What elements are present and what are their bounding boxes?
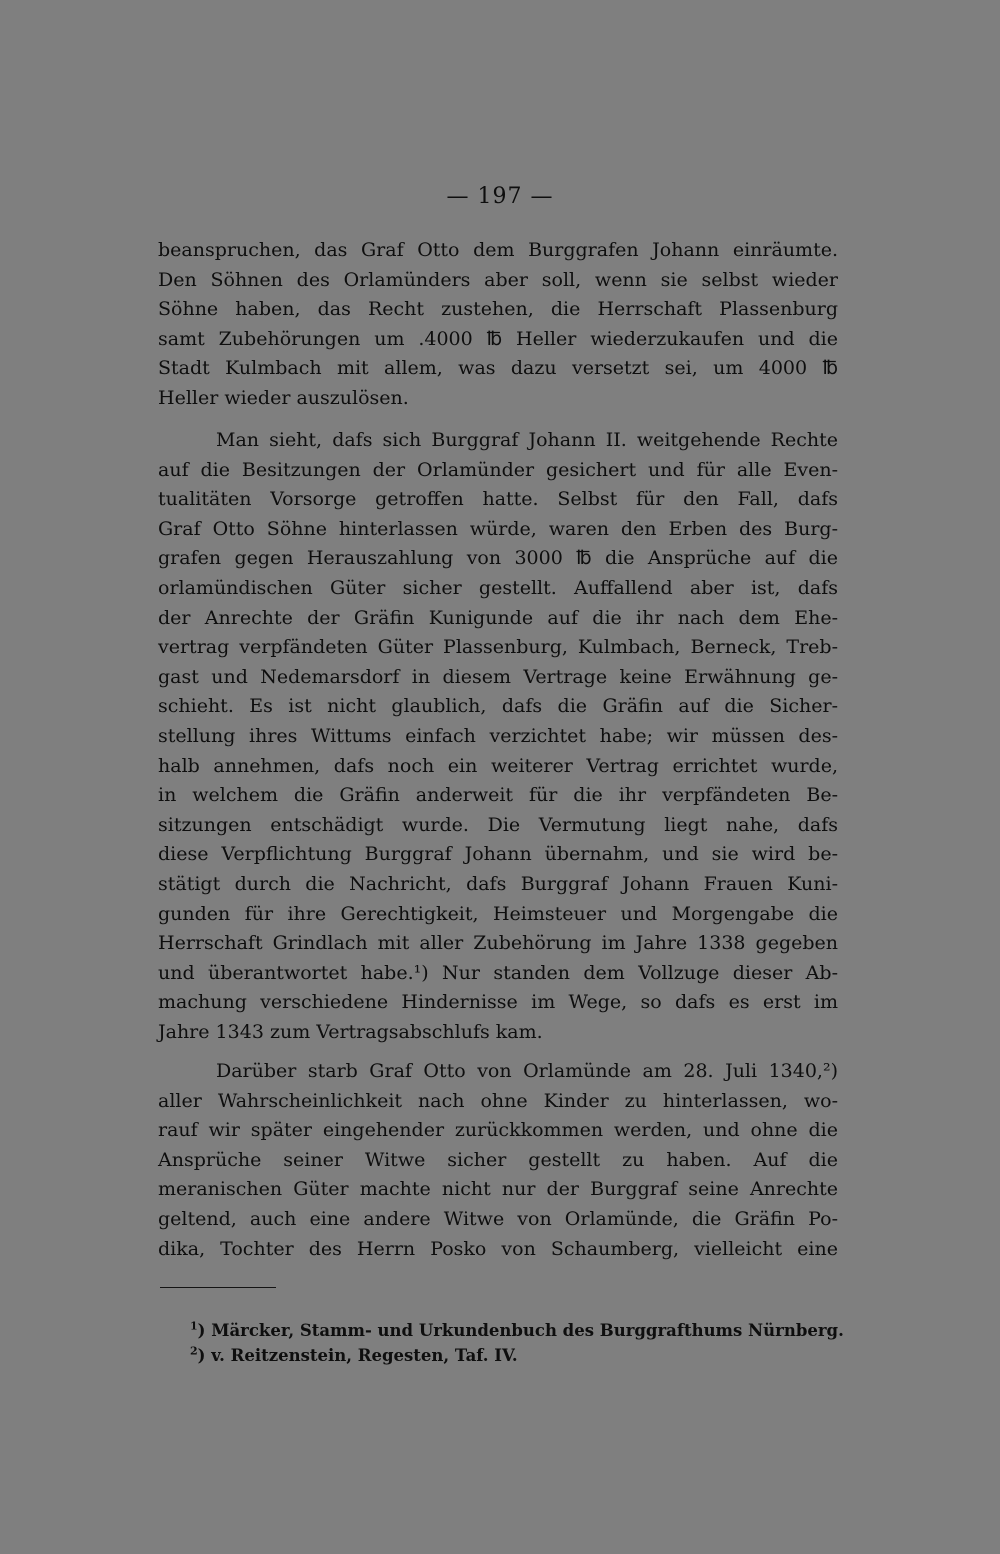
text-line: tualitäten Vorsorge getroffen hatte. Selbst für den Fall, dafs — [158, 488, 838, 511]
text-line: geltend, auch eine andere Witwe von Orlamünde, die Gräfin Po- — [158, 1207, 838, 1230]
footnote-text: ) Märcker, Stamm- und Urkundenbuch des Burggrafthums Nürnberg. — [197, 1321, 844, 1340]
text-line: Heller wieder auszulösen. — [158, 386, 409, 409]
text-line: diese Verpflichtung Burggraf Johann übernahm, und sie wird be- — [158, 843, 838, 866]
footnote-marker: 1 — [190, 1319, 198, 1333]
footnote-text: ) v. Reitzenstein, Regesten, Taf. IV. — [197, 1346, 518, 1365]
text-line: Jahre 1343 zum Vertragsabschlufs kam. — [158, 1020, 543, 1043]
text-line: Herrschaft Grindlach mit aller Zubehörung im Jahre 1338 gegeben — [158, 932, 838, 955]
text-line: grafen gegen Herauszahlung von 3000 ℔ die Ansprüche auf die — [158, 547, 838, 570]
text-line: der Anrechte der Gräfin Kunigunde auf die ihr nach dem Ehe- — [158, 606, 838, 629]
text-line: stätigt durch die Nachricht, dafs Burggraf Johann Frauen Kuni- — [158, 872, 838, 895]
text-line: Söhne haben, das Recht zustehen, die Herrschaft Plassenburg — [158, 298, 838, 321]
text-line: machung verschiedene Hindernisse im Wege, so dafs es erst im — [158, 991, 838, 1014]
paragraph-1 — [158, 236, 838, 414]
paragraph-3 — [158, 1057, 838, 1264]
footnote-marker: 2 — [190, 1344, 198, 1358]
footnotes — [190, 1318, 850, 1368]
text-line: Den Söhnen des Orlamünders aber soll, wenn sie selbst wieder — [158, 268, 838, 291]
text-line: aller Wahrscheinlichkeit nach ohne Kinder zu hinterlassen, wo- — [158, 1089, 838, 1112]
text-line: orlamündischen Güter sicher gestellt. Auffallend aber ist, dafs — [158, 576, 838, 599]
text-line: vertrag verpfändeten Güter Plassenburg, Kulmbach, Berneck, Treb- — [158, 636, 838, 659]
text-line: sitzungen entschädigt wurde. Die Vermutung liegt nahe, dafs — [158, 813, 838, 836]
text-line: in welchem die Gräfin anderweit für die ihr verpfändeten Be- — [158, 784, 838, 807]
text-line: Darüber starb Graf Otto von Orlamünde am 28. Juli 1340,²) — [216, 1060, 838, 1082]
footnote-rule — [160, 1287, 276, 1288]
text-line: schieht. Es ist nicht glaublich, dafs die Gräfin auf die Sicher- — [158, 695, 838, 718]
page-number: — 197 — — [446, 184, 554, 209]
text-line: Graf Otto Söhne hinterlassen würde, waren den Erben des Burg- — [158, 517, 838, 540]
text-line: stellung ihres Wittums einfach verzichtet habe; wir müssen des- — [158, 724, 838, 747]
text-line: samt Zubehörungen um .4000 ℔ Heller wiederzukaufen und die — [158, 327, 838, 350]
text-line: gast und Nedemarsdorf in diesem Vertrage keine Erwähnung ge- — [158, 665, 838, 688]
text-line: beanspruchen, das Graf Otto dem Burggrafen Johann einräumte. — [158, 239, 838, 261]
text-line: Man sieht, dafs sich Burggraf Johann II. weitgehende Rechte — [216, 429, 838, 451]
text-line: auf die Besitzungen der Orlamünder gesichert und für alle Even- — [158, 458, 838, 481]
footnote-1 — [190, 1318, 850, 1343]
text-line: gunden für ihre Gerechtigkeit, Heimsteuer und Morgengabe die — [158, 902, 838, 925]
text-line: dika, Tochter des Herrn Posko von Schaumberg, vielleicht eine — [158, 1237, 838, 1260]
text-line: Stadt Kulmbach mit allem, was dazu versetzt sei, um 4000 ℔ — [158, 357, 838, 380]
text-line: Ansprüche seiner Witwe sicher gestellt zu haben. Auf die — [158, 1148, 838, 1171]
text-line: halb annehmen, dafs noch ein weiterer Vertrag errichtet wurde, — [158, 754, 838, 777]
text-line: rauf wir später eingehender zurückkommen werden, und ohne die — [158, 1119, 838, 1142]
footnote-2 — [190, 1343, 850, 1368]
text-line: meranischen Güter machte nicht nur der Burggraf seine Anrechte — [158, 1178, 838, 1201]
paragraph-2 — [158, 426, 838, 1047]
text-line: und überantwortet habe.¹) Nur standen dem Vollzuge dieser Ab- — [158, 961, 838, 984]
